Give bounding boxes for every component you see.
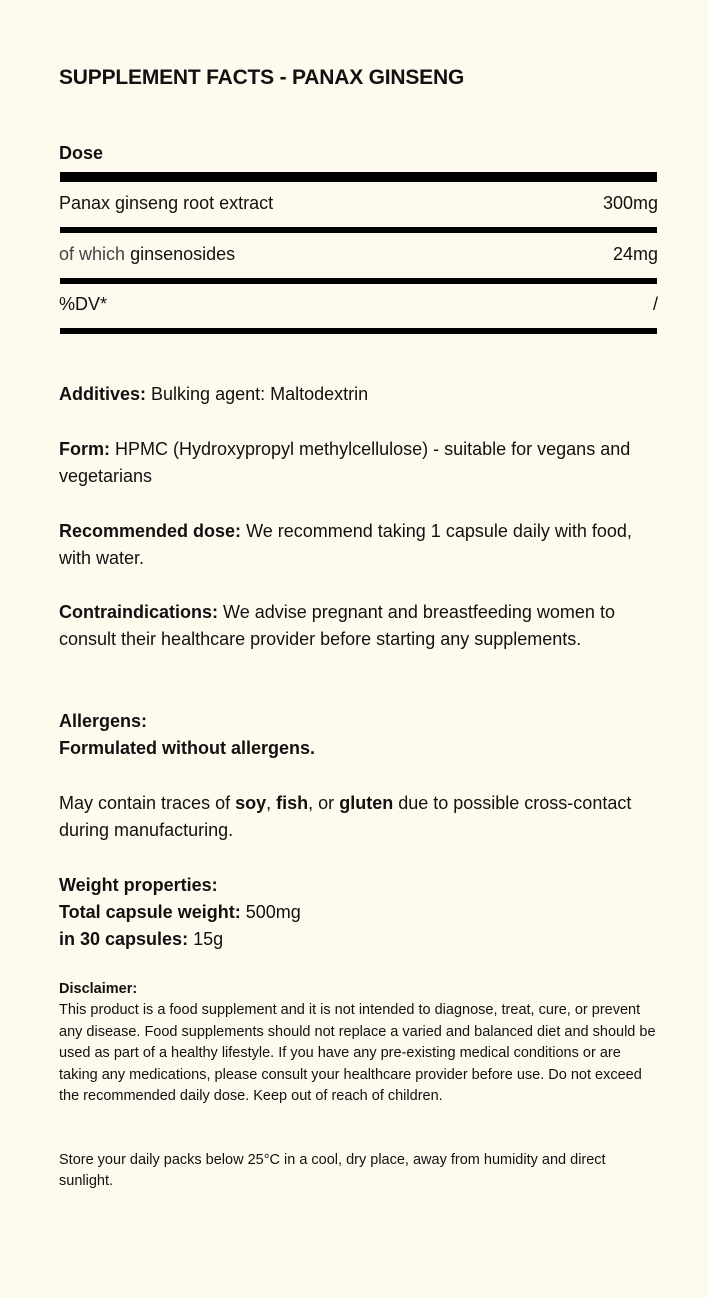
fact-label: Panax ginseng root extract <box>59 193 274 213</box>
additives <box>59 381 659 408</box>
form <box>59 436 659 490</box>
disclaimer-text: This product is a food supplement and it is not intended to diagnose, treat, cure, or prevent any disease. Food supplements should not replace a varied and balanced diet and should be used as part of a healthy lifestyle. If you have any pre-existing medical conditions or are taking any medications, please consult your healthcare provider before use. Do not exceed the recommended daily dose. Keep out of reach of children. <box>59 1002 656 1105</box>
weight-properties <box>59 872 659 953</box>
storage-note: Store your daily packs below 25°C in a cool, dry place, away from humidity and direct sunlight. <box>59 1152 606 1190</box>
traces-or: , or <box>308 793 335 813</box>
page-title: SUPPLEMENT FACTS - PANAX GINSENG <box>59 66 465 89</box>
fact-label: ginsenosides <box>130 244 236 264</box>
contra-text: We advise pregnant and breastfeeding women to consult their healthcare provider before starting any supplements. <box>59 602 615 649</box>
weight-label: Weight properties: <box>59 875 218 895</box>
disclaimer <box>59 979 659 1107</box>
fact-row <box>59 193 658 214</box>
fact-value: 24mg <box>612 244 658 264</box>
pack-weight-value: 15g <box>193 929 224 949</box>
divider <box>60 172 657 182</box>
divider <box>60 278 657 284</box>
recommended-dose <box>59 518 659 572</box>
fact-value: / <box>652 294 658 314</box>
allergen-soy: soy <box>235 793 267 813</box>
capsule-weight-label: Total capsule weight: <box>59 902 241 922</box>
additives-label: Additives: <box>59 384 147 404</box>
form-text: HPMC (Hydroxypropyl methylcellulose) - suitable for vegans and vegetarians <box>59 439 631 486</box>
allergen-traces: May contain traces of soy, fish, or gluten due to possible cross-contact during manufacturing. <box>59 793 632 840</box>
recommended-text: We recommend taking 1 capsule daily with food, with water. <box>59 521 632 568</box>
allergen-gluten: gluten <box>339 793 394 813</box>
additives-text: Bulking agent: Maltodextrin <box>151 384 369 404</box>
traces-post: due to possible cross-contact during manufacturing. <box>59 793 632 840</box>
divider <box>60 328 657 334</box>
allergens-statement: Formulated without allergens. <box>59 738 316 758</box>
disclaimer-label: Disclaimer: <box>59 981 138 997</box>
capsule-weight-value: 500mg <box>245 902 301 922</box>
contraindications <box>59 599 659 653</box>
form-label: Form: <box>59 439 110 459</box>
traces-pre: May contain traces of <box>59 793 231 813</box>
fact-value: 300mg <box>602 193 658 213</box>
dose-header: Dose <box>59 143 104 163</box>
pack-weight-label: in 30 capsules: <box>59 929 189 949</box>
allergens-label: Allergens: <box>59 711 148 731</box>
fact-row <box>59 244 658 265</box>
allergen-fish: fish <box>276 793 309 813</box>
fact-label: %DV* <box>59 294 108 314</box>
fact-prefix: of which <box>59 244 126 264</box>
divider <box>60 227 657 233</box>
allergens <box>59 708 659 762</box>
fact-row <box>59 294 658 315</box>
recommended-label: Recommended dose: <box>59 521 242 541</box>
contra-label: Contraindications: <box>59 602 219 622</box>
